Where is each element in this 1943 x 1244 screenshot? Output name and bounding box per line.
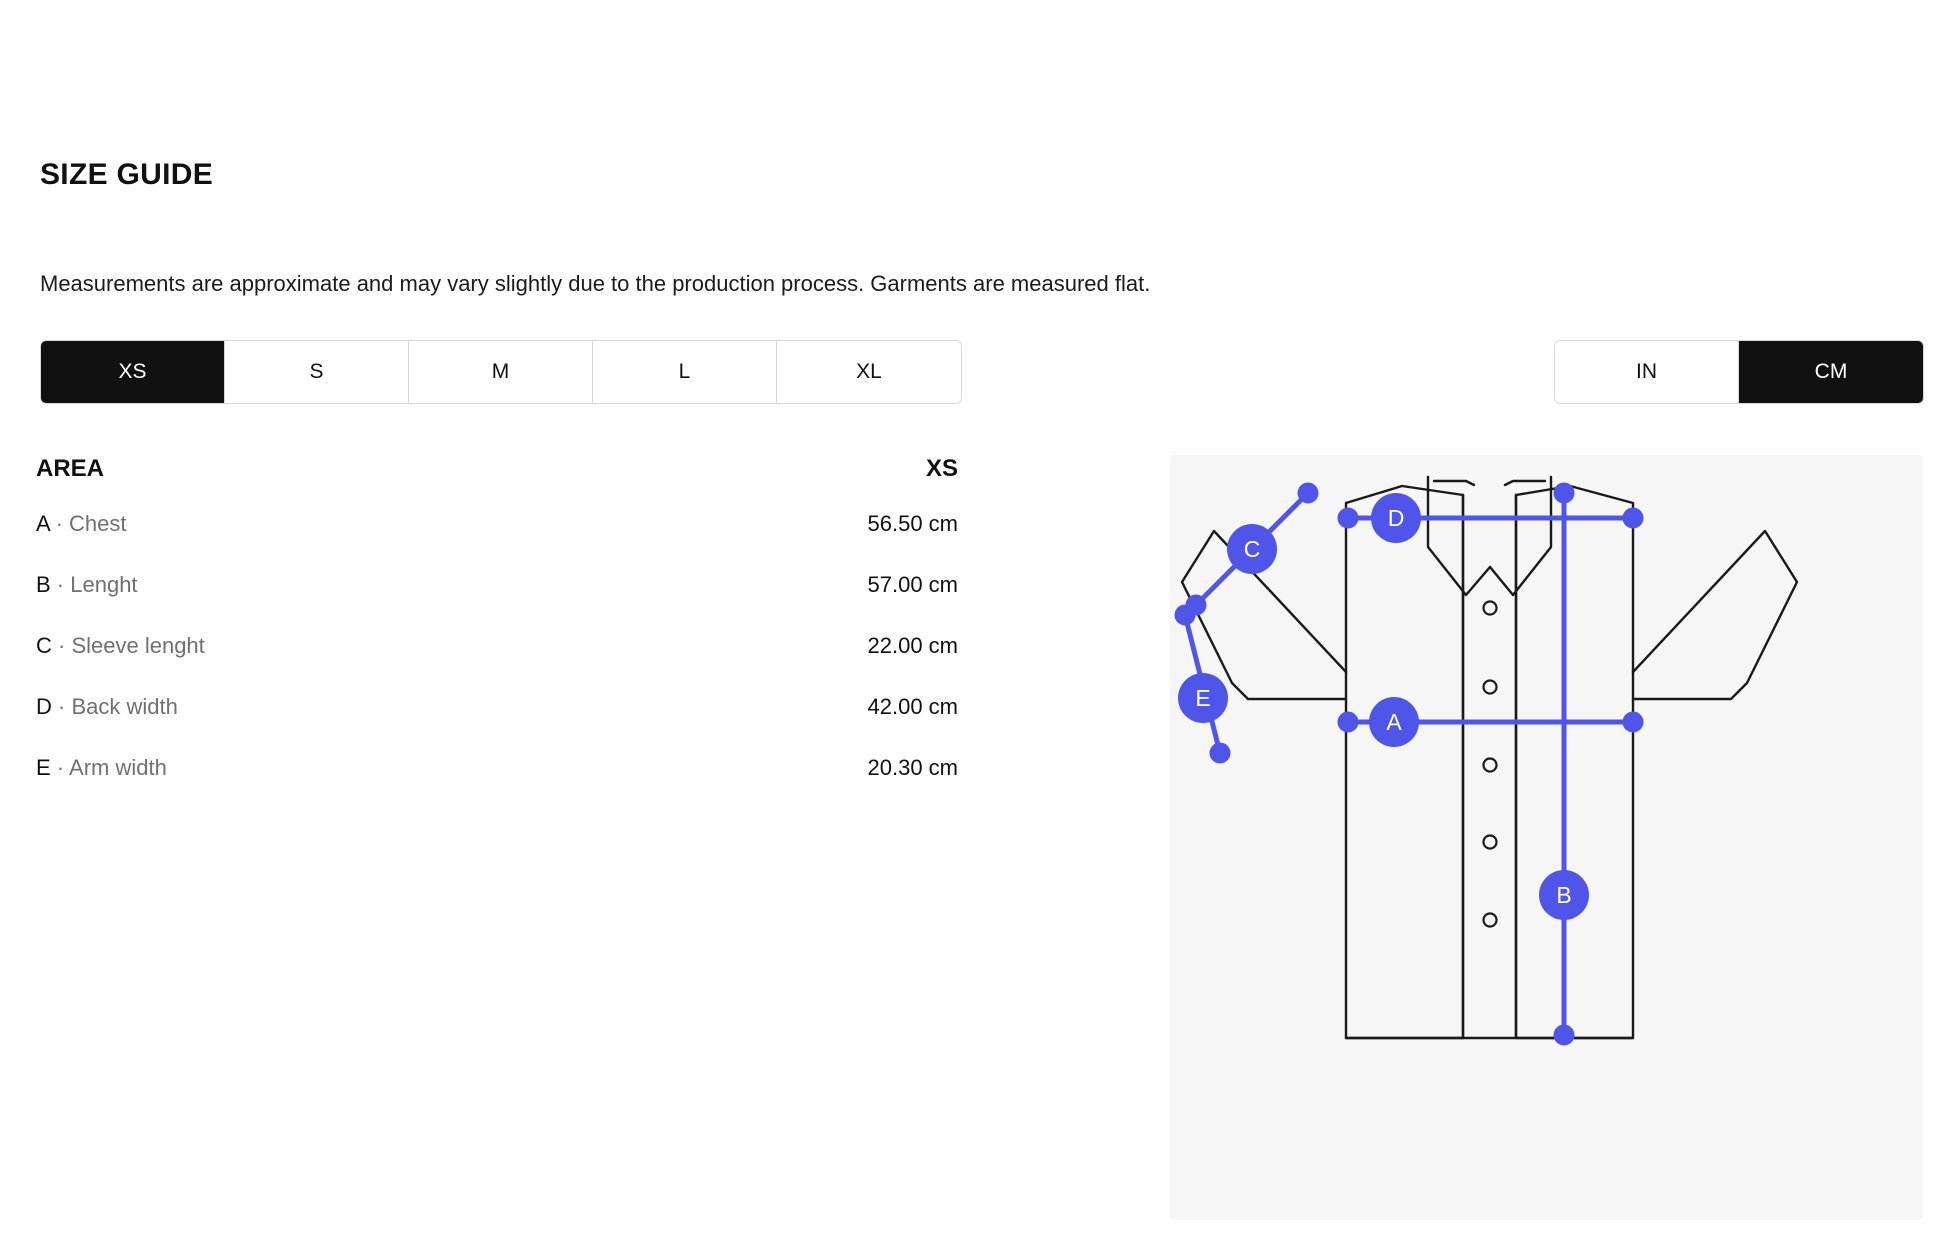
marker-badge-a xyxy=(1369,697,1419,747)
size-selector[interactable] xyxy=(40,340,962,404)
row-key: C xyxy=(36,633,52,658)
table-row xyxy=(36,511,958,572)
row-label-arm-width: E · Arm width xyxy=(36,755,167,780)
row-name: Chest xyxy=(69,511,127,536)
row-key: B xyxy=(36,572,51,597)
marker-badge-c xyxy=(1227,524,1277,574)
measurements-table xyxy=(36,455,958,816)
row-label-lenght: B · Lenght xyxy=(36,572,138,597)
size-option-xs[interactable]: XS xyxy=(41,341,225,403)
row-name: Lenght xyxy=(70,572,138,597)
marker-badge-d xyxy=(1371,493,1421,543)
table-row xyxy=(36,755,958,816)
svg-text:A: A xyxy=(1386,709,1402,735)
size-option-xl[interactable]: XL xyxy=(777,341,961,403)
page-title: SIZE GUIDE xyxy=(40,158,214,192)
marker-badge-b xyxy=(1539,870,1589,920)
unit-option-in[interactable]: IN xyxy=(1555,341,1739,403)
column-header-size: XS xyxy=(925,455,958,482)
svg-text:D: D xyxy=(1387,505,1405,531)
row-name: Arm width xyxy=(69,755,167,780)
row-key: E xyxy=(36,755,51,780)
unit-option-cm[interactable]: CM xyxy=(1739,341,1923,403)
size-option-l[interactable]: L xyxy=(593,341,777,403)
row-key: A xyxy=(36,511,50,536)
table-row xyxy=(36,572,958,633)
row-value-chest: 56.50 cm xyxy=(867,511,958,536)
row-name: Sleeve lenght xyxy=(71,633,205,658)
page-description: Measurements are approximate and may vary slightly due to the production process. Garments are measured flat. xyxy=(40,271,1151,296)
row-value-lenght: 57.00 cm xyxy=(867,572,958,597)
row-name: Back width xyxy=(71,694,178,719)
marker-badge-e xyxy=(1178,673,1228,723)
row-label-chest: A · Chest xyxy=(36,511,127,536)
button-placket-buttons xyxy=(1484,602,1497,927)
table-header-row xyxy=(36,455,958,511)
svg-text:E: E xyxy=(1195,685,1211,711)
table-row xyxy=(36,633,958,694)
row-value-arm-width: 20.30 cm xyxy=(867,755,958,780)
svg-text:C: C xyxy=(1243,536,1261,562)
garment-diagram xyxy=(1170,455,1923,1220)
svg-text:B: B xyxy=(1556,882,1572,908)
row-value-sleeve-lenght: 22.00 cm xyxy=(867,633,958,658)
size-option-s[interactable]: S xyxy=(225,341,409,403)
row-label-back-width: D · Back width xyxy=(36,694,178,719)
table-row xyxy=(36,694,958,755)
row-value-back-width: 42.00 cm xyxy=(867,694,958,719)
row-label-sleeve-lenght: C · Sleeve lenght xyxy=(36,633,205,658)
row-key: D xyxy=(36,694,52,719)
size-option-m[interactable]: M xyxy=(409,341,593,403)
unit-selector[interactable] xyxy=(1554,340,1924,404)
column-header-area: AREA xyxy=(36,455,105,482)
